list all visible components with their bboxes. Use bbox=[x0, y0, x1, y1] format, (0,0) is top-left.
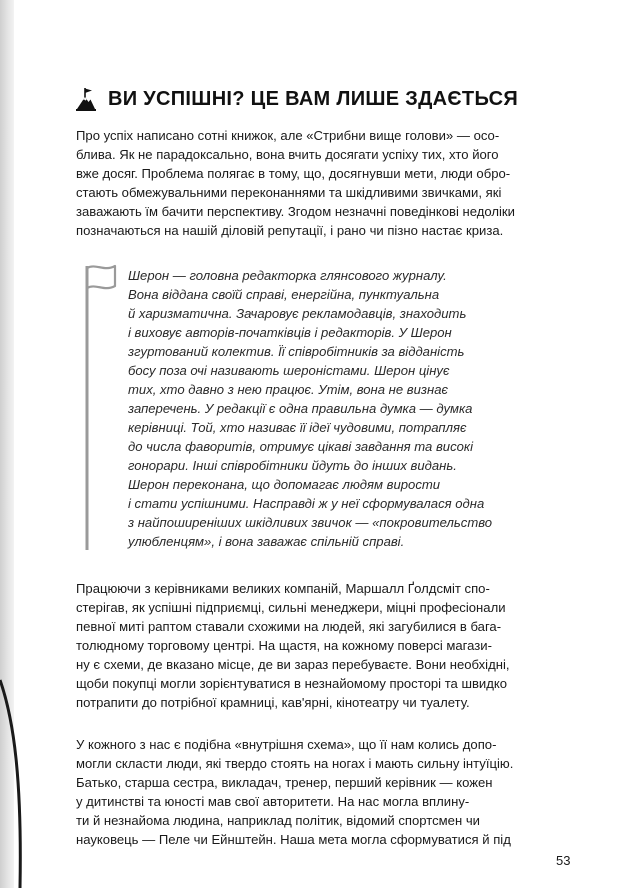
text-line: ну є схеми, де вказано місце, де ви зараз перебуваєте. Вони необхідні, bbox=[76, 657, 510, 672]
text-line: заважають їм бачити перспективу. Згодом незначні поведінкові недоліки bbox=[76, 204, 515, 219]
case-study-quote bbox=[76, 266, 572, 551]
quote-line: і стати успішними. Насправді ж у неї сформувалася одна bbox=[128, 496, 485, 511]
text-line: щоби покупці могли зорієнтуватися в незнайомому просторі та швидко bbox=[76, 676, 508, 691]
quote-line: згуртований колектив. Її співробітників за відданість bbox=[128, 344, 465, 359]
quote-line: до числа фаворитів, отримує цікаві завдання та високі bbox=[128, 439, 474, 454]
quote-text bbox=[128, 266, 572, 551]
quote-line: Шерон переконана, що допомагає людям вирости bbox=[128, 477, 441, 492]
text-line: ти й незнайома людина, наприклад політик, відомий спортсмен чи bbox=[76, 813, 480, 828]
text-line: толюдному торговому центрі. На щастя, на кожному поверсі магази- bbox=[76, 638, 492, 653]
quote-line: гонорари. Інші співробітники йдуть до інших видань. bbox=[128, 458, 457, 473]
text-line: певної миті раптом ставали схожими на людей, які загубилися в бага- bbox=[76, 619, 502, 634]
quote-line: Шерон — головна редакторка глянсового журналу. bbox=[128, 268, 447, 283]
text-line: стають обмежувальними переконаннями та шкідливими звичками, які bbox=[76, 185, 502, 200]
quote-line: заперечень. У редакції є одна правильна думка — думка bbox=[128, 401, 473, 416]
quote-line: босу поза очі називають шероністами. Шерон цінує bbox=[128, 363, 450, 378]
quote-line: Вона віддана своїй справі, енергійна, пунктуальна bbox=[128, 287, 440, 302]
section-title: ВИ УСПІШНІ? ЦЕ ВАМ ЛИШЕ ЗДАЄТЬСЯ bbox=[108, 88, 519, 110]
quote-line: улюбленцям», і вона заважає спільній справі. bbox=[128, 534, 405, 549]
quote-line: тих, хто давно з нею працює. Утім, вона не визнає bbox=[128, 382, 448, 397]
page-number: 53 bbox=[556, 853, 571, 868]
text-line: науковець — Пеле чи Ейнштейн. Наша мета могла сформуватися й під bbox=[76, 832, 511, 847]
text-line: Батько, старша сестра, викладач, тренер, перший керівник — кожен bbox=[76, 775, 493, 790]
quote-line: й харизматична. Зачаровує рекламодавців, знаходить bbox=[128, 306, 467, 321]
text-line: блива. Як не парадоксально, вона вчить досягати успіху тих, хто його bbox=[76, 147, 499, 162]
text-line: позначаються на нашій діловій репутації, і рано чи пізно настає криза. bbox=[76, 223, 504, 238]
quote-line: і виховує авторів-початківців і редакторів. У Шерон bbox=[128, 325, 452, 340]
text-line: Працюючи з керівниками великих компаній, Маршалл Ґолдсміт спо- bbox=[76, 581, 490, 596]
text-line: потрапити до потрібної крамниці, кав'ярні, кінотеатру чи туалету. bbox=[76, 695, 470, 710]
decorative-curve bbox=[0, 660, 40, 888]
text-line: стерігав, як успішні підприємці, сильні менеджери, міцні професіонали bbox=[76, 600, 506, 615]
paragraph-goldsmith bbox=[76, 579, 572, 712]
text-line: У кожного з нас є подібна «внутрішня схема», що її нам колись допо- bbox=[76, 737, 497, 752]
section-heading bbox=[76, 82, 572, 116]
mountain-flag-icon bbox=[76, 87, 96, 111]
flag-icon bbox=[82, 262, 118, 552]
quote-line: з найпоширеніших шкідливих звичок — «покровительство bbox=[128, 515, 493, 530]
text-line: Про успіх написано сотні книжок, але «Стрибни вище голови» — осо- bbox=[76, 128, 500, 143]
quote-line: керівниці. Той, хто називає її ідеї чудовими, потрапляє bbox=[128, 420, 467, 435]
paragraph-intro bbox=[76, 126, 572, 240]
text-line: у дитинстві та юності мав свої авторитети. На нас могла вплину- bbox=[76, 794, 470, 809]
text-line: могли скласти люди, які твердо стоять на ногах і мають сильну інтуїцію. bbox=[76, 756, 514, 771]
paragraph-inner-map bbox=[76, 735, 572, 849]
page-content bbox=[76, 82, 572, 849]
text-line: вже досяг. Проблема полягає в тому, що, досягнувши мети, люди обро- bbox=[76, 166, 511, 181]
